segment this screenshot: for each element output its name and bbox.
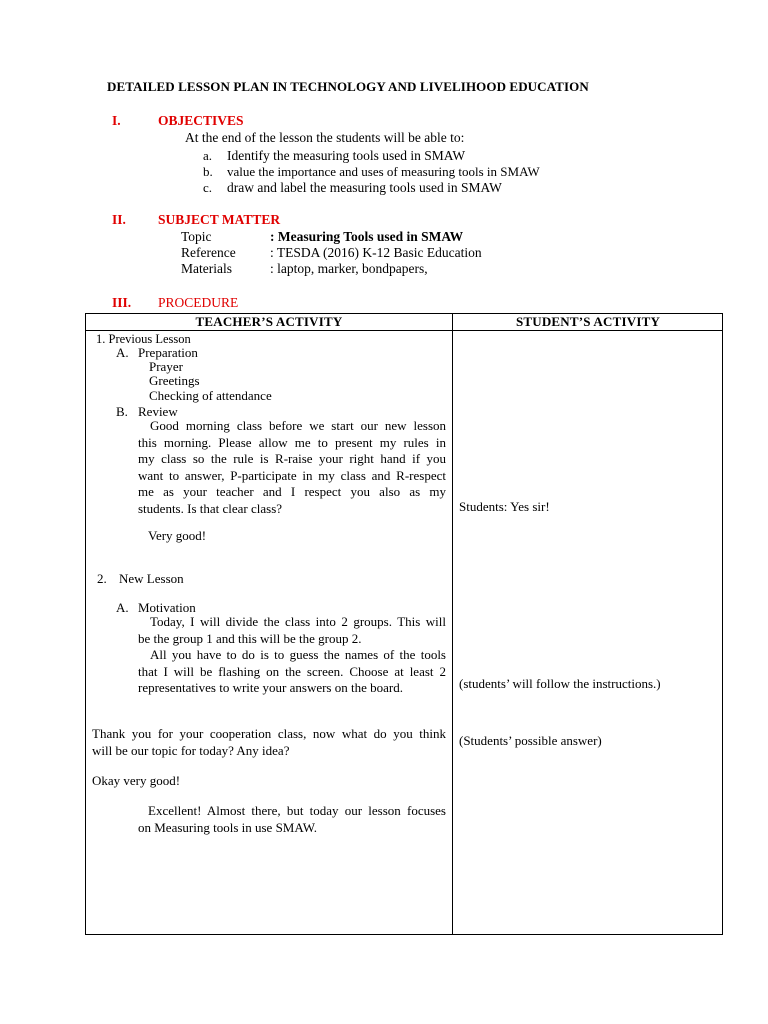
- document-title: DETAILED LESSON PLAN IN TECHNOLOGY AND LIVELIHOOD EDUCATION: [107, 79, 589, 94]
- preparation-item: Checking of attendance: [149, 388, 272, 403]
- new-lesson-label: New Lesson: [119, 571, 184, 586]
- review-line: students. Is that clear class?: [138, 500, 283, 516]
- preparation-letter: A.: [116, 345, 129, 360]
- student-response: Students: Yes sir!: [459, 499, 550, 514]
- review-paragraph: [138, 418, 446, 517]
- objective-letter: c.: [203, 180, 213, 195]
- subject-matter-heading: SUBJECT MATTER: [158, 212, 281, 227]
- excellent-paragraph: [138, 803, 446, 836]
- objective-item: value the importance and uses of measuring tools in SMAW: [227, 164, 540, 179]
- motivation-paragraph: [138, 614, 446, 697]
- motivation-line: All you have to do is to guess the names of the tools: [150, 647, 446, 662]
- review-letter: B.: [116, 404, 128, 419]
- subject-row-label: Topic: [181, 229, 212, 244]
- excellent-line: on Measuring tools in use SMAW.: [138, 819, 318, 835]
- objectives-intro: At the end of the lesson the students will be able to:: [185, 130, 465, 145]
- motivation-line: representatives to write your answers on the board.: [138, 680, 403, 695]
- motivation-line: Today, I will divide the class into 2 groups. This will: [150, 614, 446, 629]
- motivation-line: be the group 1 and this will be the group 2.: [138, 630, 362, 646]
- objective-letter: a.: [203, 148, 213, 163]
- objective-item: draw and label the measuring tools used in SMAW: [227, 180, 502, 195]
- okay-remark: Okay very good!: [92, 773, 181, 788]
- review-line: this morning. Please allow me to present my rules in: [138, 434, 446, 450]
- thank-you-paragraph: [92, 726, 446, 759]
- objectives-number: I.: [112, 113, 121, 128]
- activity-table: [85, 313, 723, 935]
- review-line: my class so the rule is R-raise your right hand if you: [138, 451, 446, 466]
- procedure-number: III.: [112, 295, 132, 310]
- objective-item: Identify the measuring tools used in SMAW: [227, 148, 466, 163]
- student-response: (students’ will follow the instructions.): [459, 676, 661, 691]
- review-line: me as your teacher and I respect you also as my: [138, 484, 446, 499]
- new-lesson-number: 2.: [97, 571, 107, 586]
- objectives-heading: OBJECTIVES: [158, 113, 244, 128]
- motivation-letter: A.: [116, 600, 129, 615]
- subject-row-label: Materials: [181, 261, 232, 276]
- preparation-label: Preparation: [138, 345, 198, 360]
- subject-row-value: : Measuring Tools used in SMAW: [270, 229, 464, 244]
- previous-lesson-label: 1. Previous Lesson: [96, 332, 191, 346]
- thank-you-line: Thank you for your cooperation class, now what do you think: [92, 726, 446, 741]
- preparation-item: Prayer: [149, 359, 183, 374]
- column-divider: [452, 314, 453, 934]
- preparation-item: Greetings: [149, 373, 200, 388]
- student-activity-header: STUDENT’S ACTIVITY: [515, 314, 661, 329]
- student-response: (Students’ possible answer): [459, 733, 602, 748]
- objective-letter: b.: [203, 164, 213, 179]
- review-line: Good morning class before we start our new lesson: [150, 418, 446, 433]
- review-label: Review: [138, 404, 178, 419]
- very-good-remark: Very good!: [148, 528, 207, 543]
- procedure-heading: PROCEDURE: [158, 295, 239, 310]
- teacher-activity-header: TEACHER’S ACTIVITY: [195, 314, 343, 329]
- review-line: want to answer, P-participate in my class and R-respect: [138, 467, 446, 483]
- subject-row-label: Reference: [181, 245, 236, 260]
- subject-row-value: : laptop, marker, bondpapers,: [270, 261, 428, 276]
- subject-matter-number: II.: [112, 212, 126, 227]
- excellent-line: Excellent! Almost there, but today our lesson focuses: [148, 803, 446, 818]
- subject-row-value: : TESDA (2016) K-12 Basic Education: [270, 245, 482, 260]
- motivation-line: that I will be flashing on the screen. Choose at least 2: [138, 663, 446, 679]
- motivation-label: Motivation: [138, 600, 196, 615]
- thank-you-line: will be our topic for today? Any idea?: [92, 742, 290, 758]
